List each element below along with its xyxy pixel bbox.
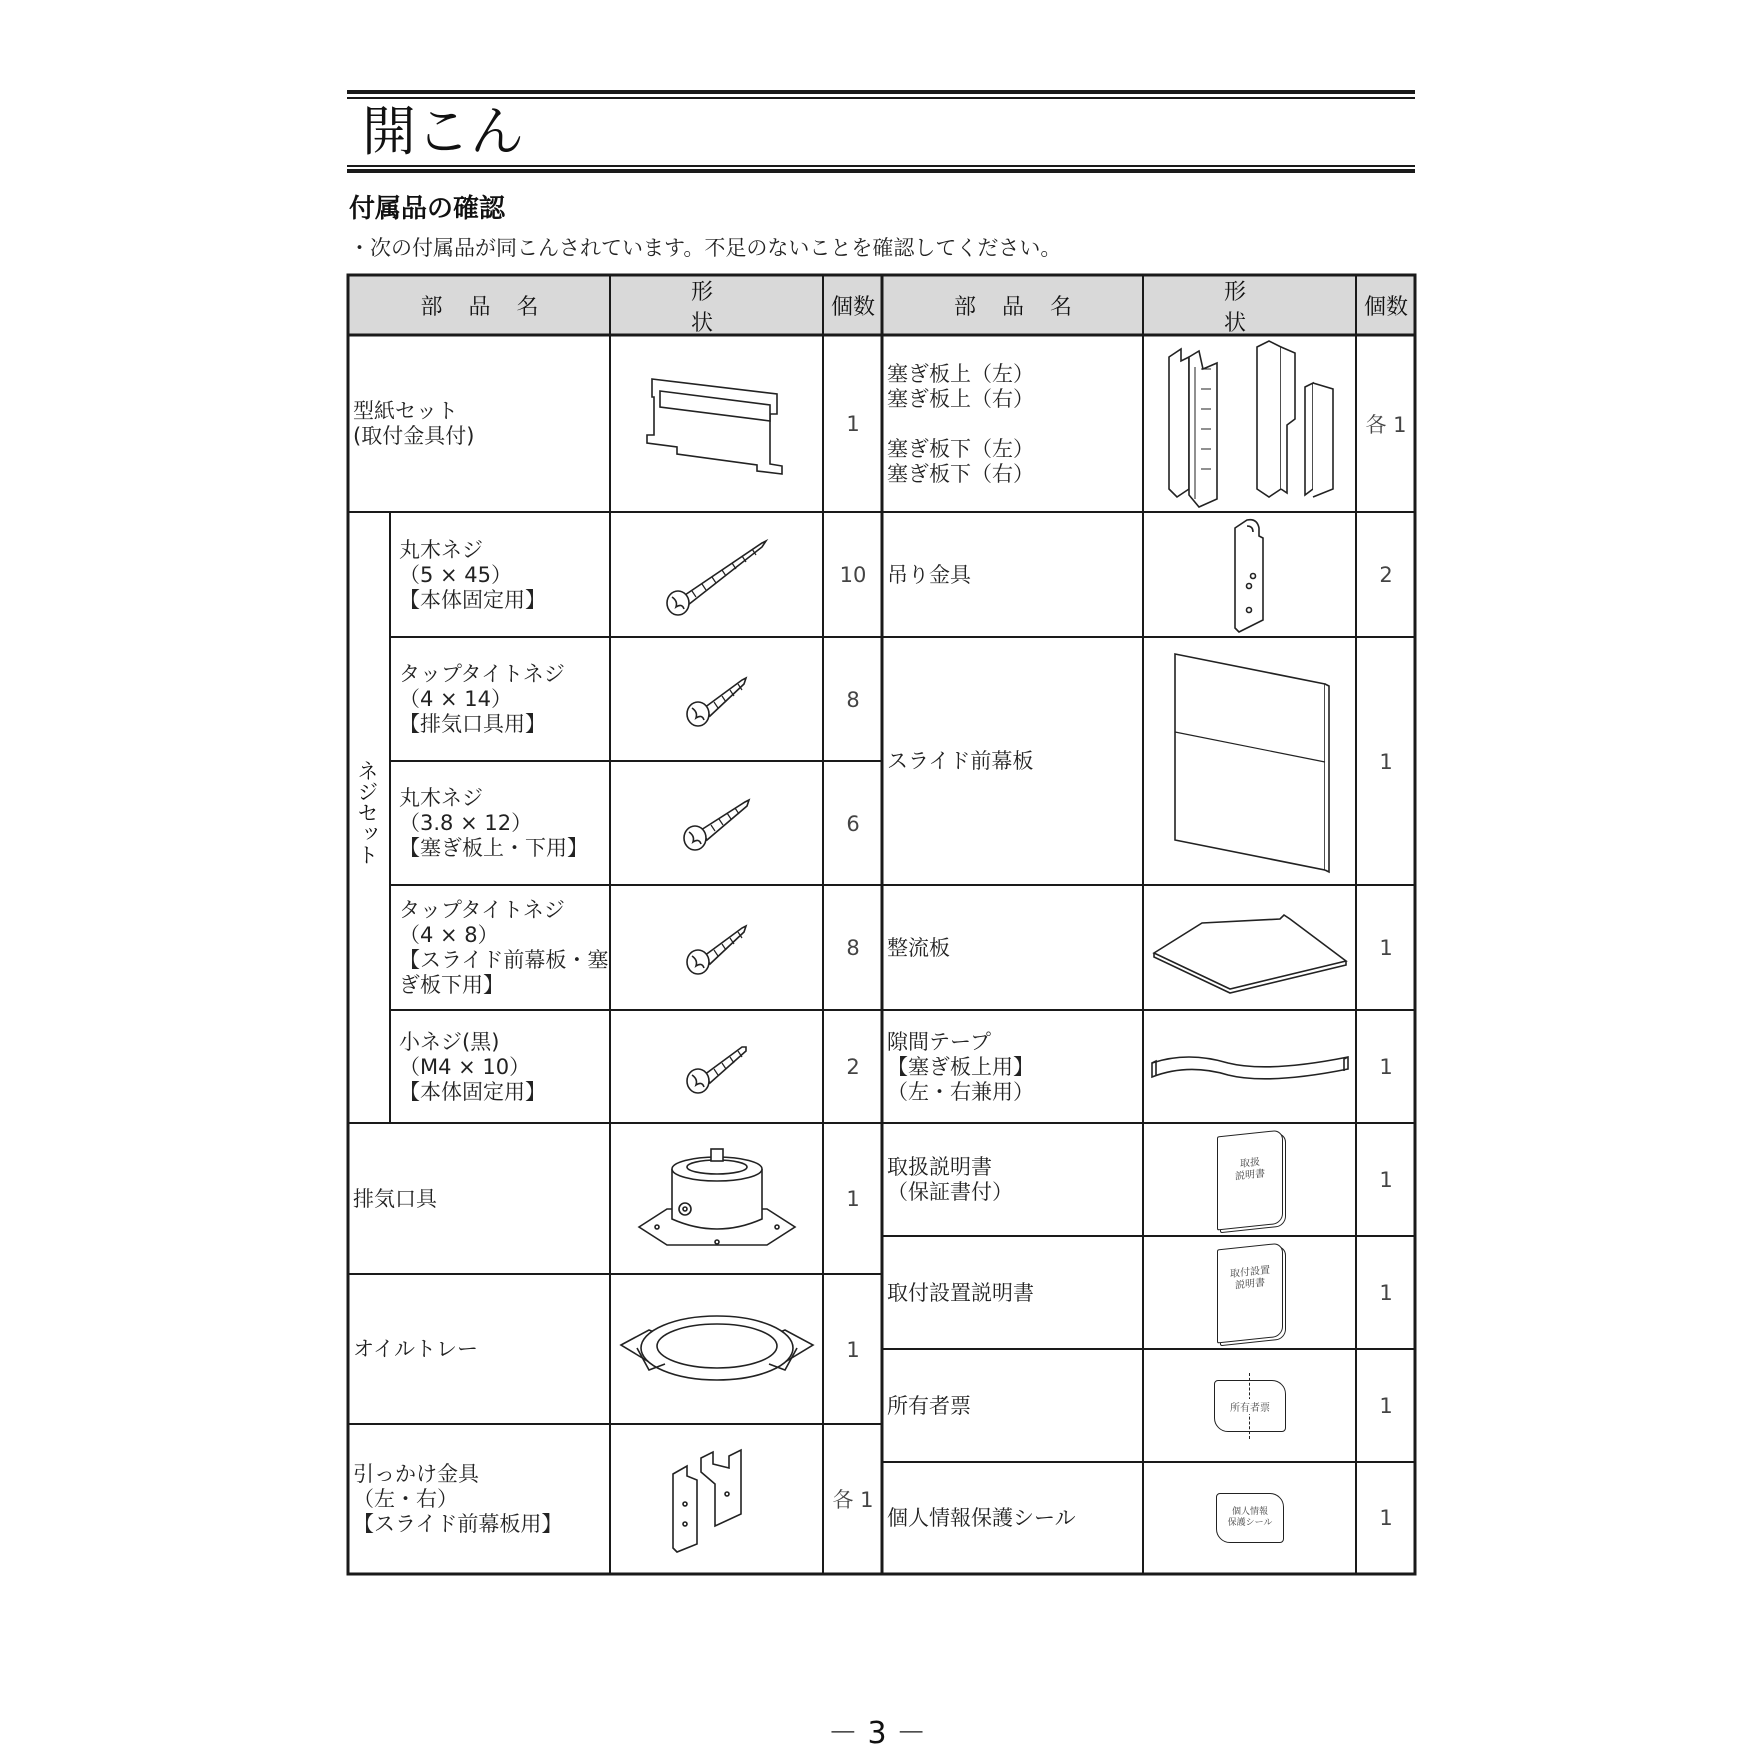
part-qty: 1: [1379, 1281, 1393, 1305]
part-qty: 1: [1379, 936, 1393, 960]
instruction-note: ・次の付属品が同こんされています。不足のないことを確認してください。: [349, 236, 1062, 260]
header-part-name-right: 部品名: [953, 295, 1098, 320]
header-shape-right: 形状: [1224, 279, 1327, 336]
part-qty: 1: [1379, 1055, 1393, 1079]
machine-screw-icon: [611, 1011, 823, 1123]
screw-set-label-text: ネジセット: [355, 760, 379, 865]
part-name: 取扱説明書 （保証書付）: [887, 1155, 1013, 1204]
header-part-name-left: 部品名: [420, 295, 565, 320]
tapping-screw-icon: [611, 638, 823, 761]
seal-label: 個人情報 保護シール: [1227, 1507, 1273, 1528]
part-qty: 2: [1379, 563, 1393, 587]
seal-shape: [1216, 1493, 1284, 1543]
part-name: 隙間テープ 【塞ぎ板上用】 （左・右兼用）: [887, 1029, 1034, 1104]
screw-set-group-label: [352, 760, 382, 869]
part-name: 引っかけ金具 （左・右） 【スライド前幕板用】: [353, 1461, 563, 1536]
part-qty: 8: [846, 687, 860, 712]
card-shape: [1214, 1380, 1286, 1432]
baffle-plate-icon: [1144, 886, 1356, 1010]
part-name: 排気口具: [353, 1186, 437, 1211]
part-qty: 8: [846, 936, 860, 960]
part-name: 個人情報保護シール: [887, 1505, 1076, 1530]
part-qty: 1: [1379, 749, 1393, 774]
part-name: 所有者票: [887, 1393, 971, 1418]
part-name: 丸木ネジ （3.8 × 12） 【塞ぎ板上・下用】: [399, 786, 588, 860]
manual-booklet-icon: [1144, 1124, 1356, 1236]
section-heading: 付属品の確認: [349, 194, 506, 224]
exhaust-fitting-icon: [611, 1124, 823, 1274]
part-qty: 1: [846, 412, 860, 436]
part-name: 吊り金具: [887, 562, 971, 587]
header-shape-left: 形状: [691, 279, 794, 336]
part-name: 丸木ネジ （5 × 45） 【本体固定用】: [399, 537, 546, 612]
install-booklet-icon: [1144, 1237, 1356, 1349]
part-qty: 10: [839, 563, 867, 587]
gap-tape-icon: [1144, 1011, 1356, 1123]
part-qty: 1: [1379, 1506, 1393, 1530]
part-qty: 各 1: [832, 1488, 874, 1512]
part-name: タップタイトネジ （4 × 8） 【スライド前幕板・塞 ぎ板下用】: [399, 898, 609, 997]
part-qty: 各 1: [1365, 413, 1407, 437]
long-wood-screw-icon: [611, 513, 823, 637]
page-title: 開こん: [362, 100, 524, 163]
part-name: タップタイトネジ （4 × 14） 【排気口具用】: [399, 662, 565, 736]
booklet-cover: [1217, 1130, 1283, 1231]
privacy-seal-icon: [1144, 1463, 1356, 1573]
part-qty: 1: [1379, 1168, 1393, 1192]
part-name: スライド前幕板: [887, 749, 1034, 773]
part-name: オイルトレー: [353, 1337, 478, 1361]
template-set-icon: [611, 336, 823, 512]
card-label: 所有者票: [1230, 1399, 1270, 1414]
cover-plate-icon: [1144, 336, 1356, 512]
part-name: 塞ぎ板上（左） 塞ぎ板上（右） 塞ぎ板下（左） 塞ぎ板下（右）: [887, 361, 1034, 486]
page-number: － 3 －: [827, 1716, 927, 1751]
part-name: 整流板: [887, 935, 950, 960]
part-name: 型紙セット (取付金具付): [353, 399, 475, 448]
part-qty: 1: [846, 1187, 860, 1211]
part-name: 小ネジ(黒) （M4 × 10） 【本体固定用】: [399, 1029, 546, 1104]
part-qty: 6: [846, 811, 860, 836]
hanging-bracket-icon: [1144, 513, 1356, 637]
booklet-cover: [1217, 1243, 1283, 1344]
booklet-label: 取付設置 説明書: [1230, 1264, 1270, 1292]
short-wood-screw-icon: [611, 762, 823, 885]
part-qty: 1: [1379, 1394, 1393, 1418]
slide-front-panel-icon: [1144, 638, 1356, 885]
tapping-screw-icon: [611, 886, 823, 1010]
oil-tray-icon: [611, 1275, 823, 1424]
part-name: 取付設置説明書: [887, 1280, 1034, 1305]
header-qty-left: 個数: [830, 295, 875, 320]
owner-card-icon: [1144, 1350, 1356, 1462]
header-qty-right: 個数: [1363, 295, 1408, 320]
part-qty: 2: [846, 1055, 860, 1079]
hook-bracket-icon: [611, 1425, 823, 1573]
part-qty: 1: [846, 1337, 860, 1362]
booklet-label: 取扱 説明書: [1235, 1156, 1265, 1183]
